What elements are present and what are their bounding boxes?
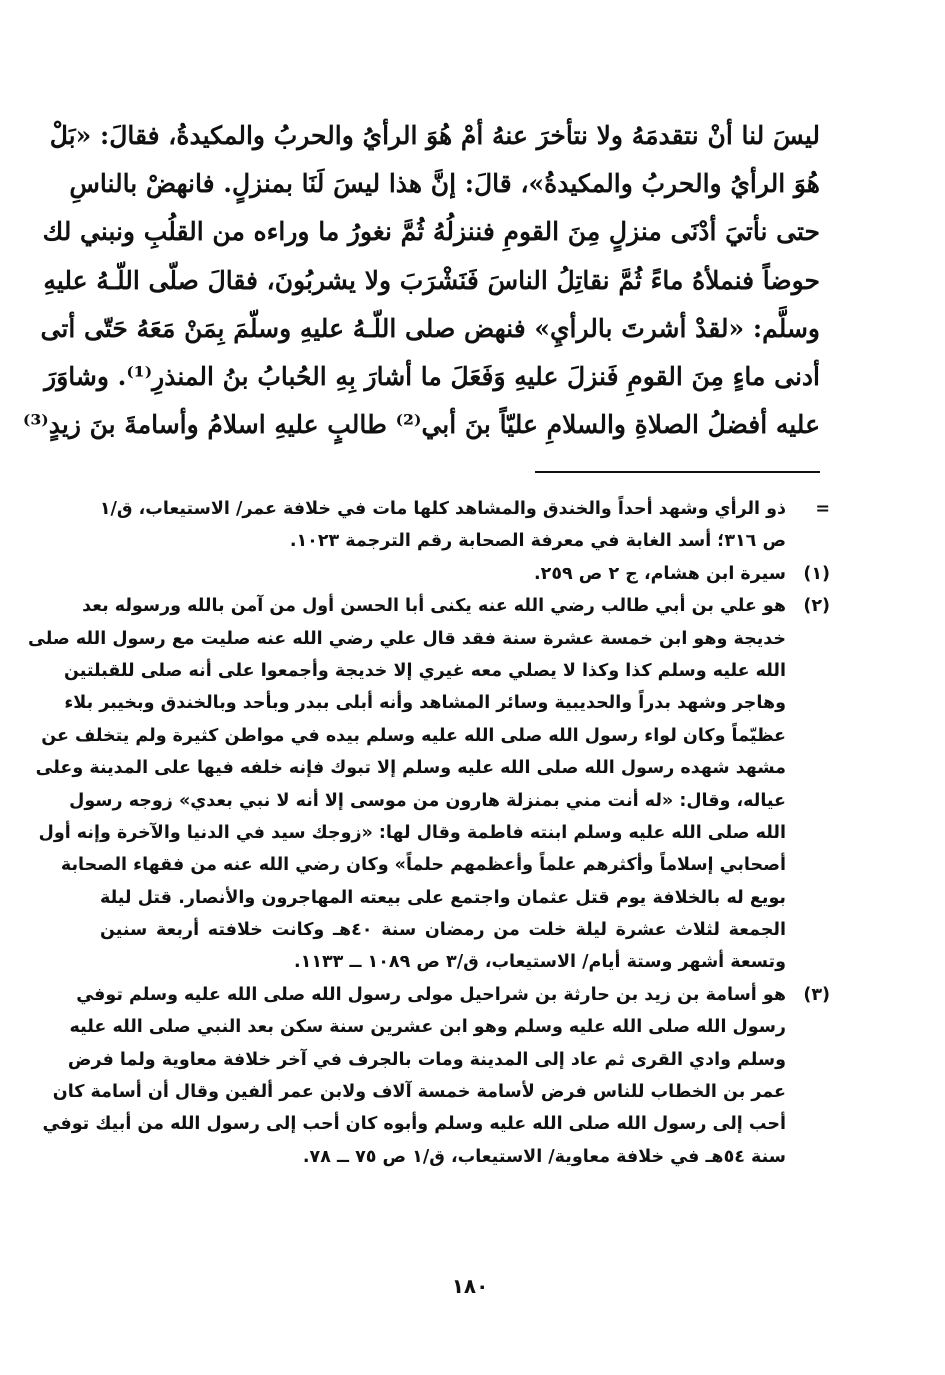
footnote-separator-rule — [535, 471, 820, 473]
main-text-line: حوضاً فنملأهُ ماءً ثُمَّ نقاتِلُ الناسَ فَنَشْرَبَ ولا يشربُونَ، فقالَ صلّى اللّـهُ عليهِ — [43, 265, 820, 295]
footnote-line: بويع له بالخلافة يوم قتل عثمان واجتمع على بيعته المهاجرون والأنصار. قتل ليلة — [100, 887, 786, 908]
main-text-line: وسلَّم: «لقدْ أشرتَ بالرأيِ» فنهض صلى اللّـهُ عليهِ وسلّمَ بِمَنْ مَعَهُ حَتّى أتى — [40, 313, 820, 343]
footnote-line: عياله، وقال: «له أنت مني بمنزلة هارون من موسى إلا أنه لا نبي بعدي» زوجه رسول — [69, 790, 786, 811]
footnote-line: ص ٣١٦؛ أسد الغابة في معرفة الصحابة رقم الترجمة ١٠٢٣. — [289, 531, 786, 552]
footnote-line: الله صلى الله عليه وسلم ابنته فاطمة وقال لها: «زوجك سيد في الدنيا والآخرة وإنه أول — [38, 822, 786, 843]
footnote-marker: (٢) — [803, 596, 830, 617]
footnote-continuation — [100, 493, 828, 558]
main-text-line: ليسَ لنا أنْ نتقدمَهُ ولا نتأخرَ عنهُ أمْ هُوَ الرأيُ والحربُ والمكيدةُ، فقالَ: «بَلْ — [49, 121, 820, 150]
footnote-line: خديجة وهو ابن خمسة عشرة سنة فقد قال علي رضي الله عنه صليت مع رسول الله صلى — [28, 628, 786, 649]
footnote-line: وتسعة أشهر وستة أيام/ الاستيعاب، ق/٣ ص ١٠٨٩ ــ ١١٣٣. — [293, 952, 786, 973]
footnote-line: الله عليه وسلم كذا وكذا لا يصلي معه غيري إلا خديجة وأجمعوا على أنه صلى للقبلتين — [63, 660, 786, 681]
footnote-line: سيرة ابن هشام، ج ٢ ص ٢٥٩. — [534, 563, 786, 584]
footnote-line: عظيّماً وكان لواء رسول الله صلى الله عليه وسلم بيده في مواطن كثيرة ولم يتخلف عن — [41, 725, 786, 746]
main-text-line: أدنى ماءٍ مِنَ القومِ فَنزلَ عليهِ وَفَعَلَ ما أشارَ بِهِ الحُبابُ بنُ المنذرِ⁽¹⁾. وشاوَرَ — [44, 361, 820, 391]
footnote-line: سنة ٥٤هـ في خلافة معاوية/ الاستيعاب، ق/١ ص ٧٥ ــ ٧٨. — [302, 1146, 786, 1167]
footnote-3 — [42, 979, 830, 1173]
footnote-line: أصحابي إسلاماً وأكثرهم علماً وأعظمهم حلماً» وكان رضي الله عنه من فقهاء الصحابة — [60, 855, 786, 876]
footnote-1 — [100, 558, 828, 590]
footnote-line: ذو الرأي وشهد أحداً والخندق والمشاهد كلها مات في خلافة عمر/ الاستيعاب، ق/١ — [99, 499, 786, 519]
footnote-line: رسول الله صلى الله عليه وسلم وهو ابن عشرين سنة سكن بعد النبي صلى الله عليه — [69, 1017, 786, 1038]
footnote-line: عمر بن الخطاب للناس فرض لأسامة خمسة آلاف ولابن عمر ألفين وقال أن أسامة كان — [52, 1082, 786, 1103]
page-number: ١٨٠ — [451, 1274, 489, 1298]
footnote-line: هو أسامة بن زيد بن حارثة بن شراحيل مولى رسول الله صلى الله عليه وسلم توفي — [76, 984, 786, 1005]
main-text-line: حتى نأتيَ أدْنَى منزلٍ مِنَ القومِ فننزلُهُ ثُمَّ نغورُ ما وراءه من القلُبِ ونبني لك — [42, 217, 820, 247]
main-text-block — [22, 112, 820, 449]
footnote-marker: (١) — [803, 563, 830, 584]
footnote-marker: (٣) — [803, 984, 830, 1005]
main-text-line: عليه أفضلُ الصلاةِ والسلامِ عليّاً بنَ أبي⁽²⁾ طالبٍ عليهِ اسلامُ وأسامةَ بنَ زيدٍ⁽³⁾ — [22, 410, 820, 440]
footnotes-block — [28, 493, 830, 1173]
footnote-line: هو علي بن أبي طالب رضي الله عنه يكنى أبا الحسن أول من آمن بالله ورسوله بعد — [82, 596, 786, 617]
footnote-2 — [28, 590, 830, 979]
footnote-line: مشهد شهده رسول الله صلى الله عليه وسلم إلا تبوك فإنه خلفه فيها على المدينة وعلى — [35, 758, 786, 779]
footnote-line: الجمعة لثلاث عشرة ليلة خلت من رمضان سنة ٤٠هـ وكانت خلافته أربعة سنين — [100, 920, 786, 941]
main-text-line: هُوَ الرأيُ والحربُ والمكيدةُ»، قالَ: إنَّ هذا ليسَ لَنَا بمنزلٍ. فانهضْ بالناسِ — [69, 169, 820, 199]
footnote-marker: = — [815, 499, 830, 519]
footnote-line: وسلم وادي القرى ثم عاد إلى المدينة ومات بالجرف في آخر خلافة معاوية ولما فرض — [67, 1049, 786, 1070]
footnote-line: وهاجر وشهد بدراً والحديبية وسائر المشاهد وأنه أبلى ببدر وبأحد وبالخندق وبخيبر بلاء — [64, 693, 786, 714]
footnote-line: أحب إلى رسول الله صلى الله عليه وسلم وأبوه كان أحب إلى رسول الله من أبيك توفي — [42, 1114, 786, 1135]
